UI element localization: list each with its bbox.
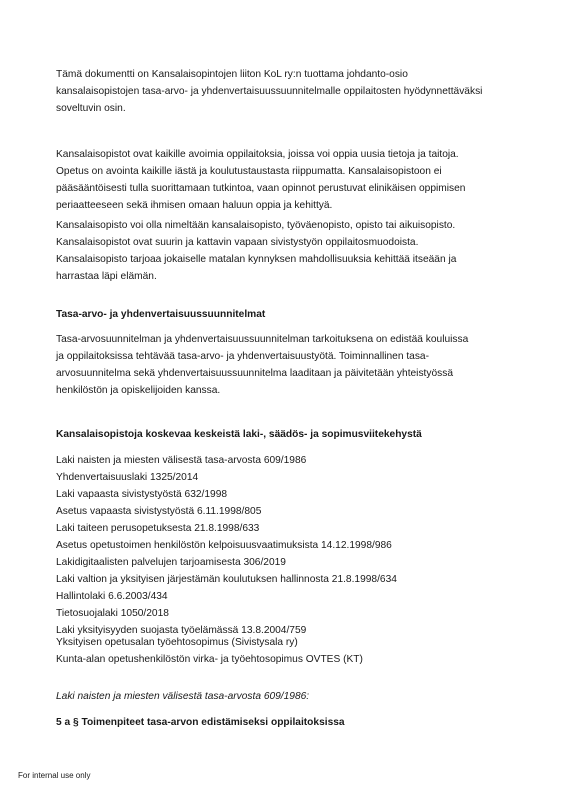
text-line: soveltuvin osin. (56, 103, 126, 114)
paragraph-names (56, 217, 456, 285)
text-line: pääsääntöisesti tulla suorittamaan tutkintoa, vaan opinnot perustuvat elinikäisen oppimisen (56, 183, 466, 194)
law-item: Laki valtion ja yksityisen järjestämän koulutuksen hallinnosta 21.8.1998/634 (56, 574, 397, 585)
text-line: periaatteeseen sekä ihmisen omaan haluun oppia ja kehittyä. (56, 200, 333, 211)
text-line: Kansalaisopisto voi olla nimeltään kansalaisopisto, työväenopisto, opisto tai aikuisopisto. (56, 220, 456, 231)
text-line: arvosuunnitelma sekä yhdenvertaisuussuunnitelma laaditaan ja päivitetään yhteistyössä (56, 368, 453, 379)
agreement-list (56, 634, 363, 668)
text-line: Kansalaisopistot ovat kaikille avoimia oppilaitoksia, joissa voi oppia uusia tietoja ja taitoja. (56, 149, 459, 160)
section-heading-5a: 5 a § Toimenpiteet tasa-arvon edistämiseksi oppilaitoksissa (56, 717, 345, 728)
text-line: harrastaa läpi elämän. (56, 271, 157, 282)
law-item: Laki taiteen perusopetuksesta 21.8.1998/633 (56, 523, 260, 534)
law-item: Lakidigitaalisten palvelujen tarjoamisesta 306/2019 (56, 557, 286, 568)
text-line: Kansalaisopisto tarjoaa jokaiselle matalan kynnyksen mahdollisuuksia kehittää itseään ja (56, 254, 457, 265)
text-line: Kansalaisopistot ovat suurin ja kattavin vapaan sivistystyön oppilaitosmuodoista. (56, 237, 419, 248)
italic-law-reference: Laki naisten ja miesten välisestä tasa-arvosta 609/1986: (56, 691, 310, 702)
law-item: Asetus opetustoimen henkilöstön kelpoisuusvaatimuksista 14.12.1998/986 (56, 540, 392, 551)
text-line: Tasa-arvosuunnitelman ja yhdenvertaisuussuunnitelman tarkoituksena on edistää kouluissa (56, 334, 469, 345)
section-heading-plans: Tasa-arvo- ja yhdenvertaisuussuunnitelmat (56, 309, 266, 320)
law-item: Asetus vapaasta sivistystyöstä 6.11.1998/805 (56, 506, 262, 517)
intro-paragraph (56, 66, 482, 117)
paragraph-about-opistot (56, 146, 465, 214)
agreement-item: Yksityisen opetusalan työehtosopimus (Sivistysala ry) (56, 637, 298, 648)
law-item: Laki yksityisyyden suojasta työelämässä 13.8.2004/759 (56, 625, 307, 636)
law-item: Laki vapaasta sivistystyöstä 632/1998 (56, 489, 228, 500)
text-line: Tämä dokumentti on Kansalaisopintojen liiton KoL ry:n tuottama johdanto-osio (56, 69, 408, 80)
text-line: ja oppilaitoksissa tehtävää tasa-arvo- ja yhdenvertaisuustyötä. Toiminnallinen tasa- (56, 351, 429, 362)
section-heading-legal-framework: Kansalaisopistoja koskevaa keskeistä laki-, säädös- ja sopimusviitekehystä (56, 429, 422, 440)
paragraph-plans (56, 331, 468, 399)
agreement-item: Kunta-alan opetushenkilöstön virka- ja työehtosopimus OVTES (KT) (56, 654, 363, 665)
law-item: Yhdenvertaisuuslaki 1325/2014 (56, 472, 199, 483)
text-line: henkilöstön ja opiskelijoiden kanssa. (56, 385, 221, 396)
law-item: Laki naisten ja miesten välisestä tasa-arvosta 609/1986 (56, 455, 307, 466)
law-item: Tietosuojalaki 1050/2018 (56, 608, 169, 619)
footer-classification: For internal use only (18, 771, 91, 780)
law-list (56, 452, 397, 639)
text-line: Opetus on avointa kaikille iästä ja koulutustaustasta riippumatta. Kansalaisopistoon ei (56, 166, 442, 177)
text-line: kansalaisopistojen tasa-arvo- ja yhdenvertaisuussuunnitelmalle oppilaitosten hyödynnettäväksi (56, 86, 483, 97)
law-item: Hallintolaki 6.6.2003/434 (56, 591, 168, 602)
